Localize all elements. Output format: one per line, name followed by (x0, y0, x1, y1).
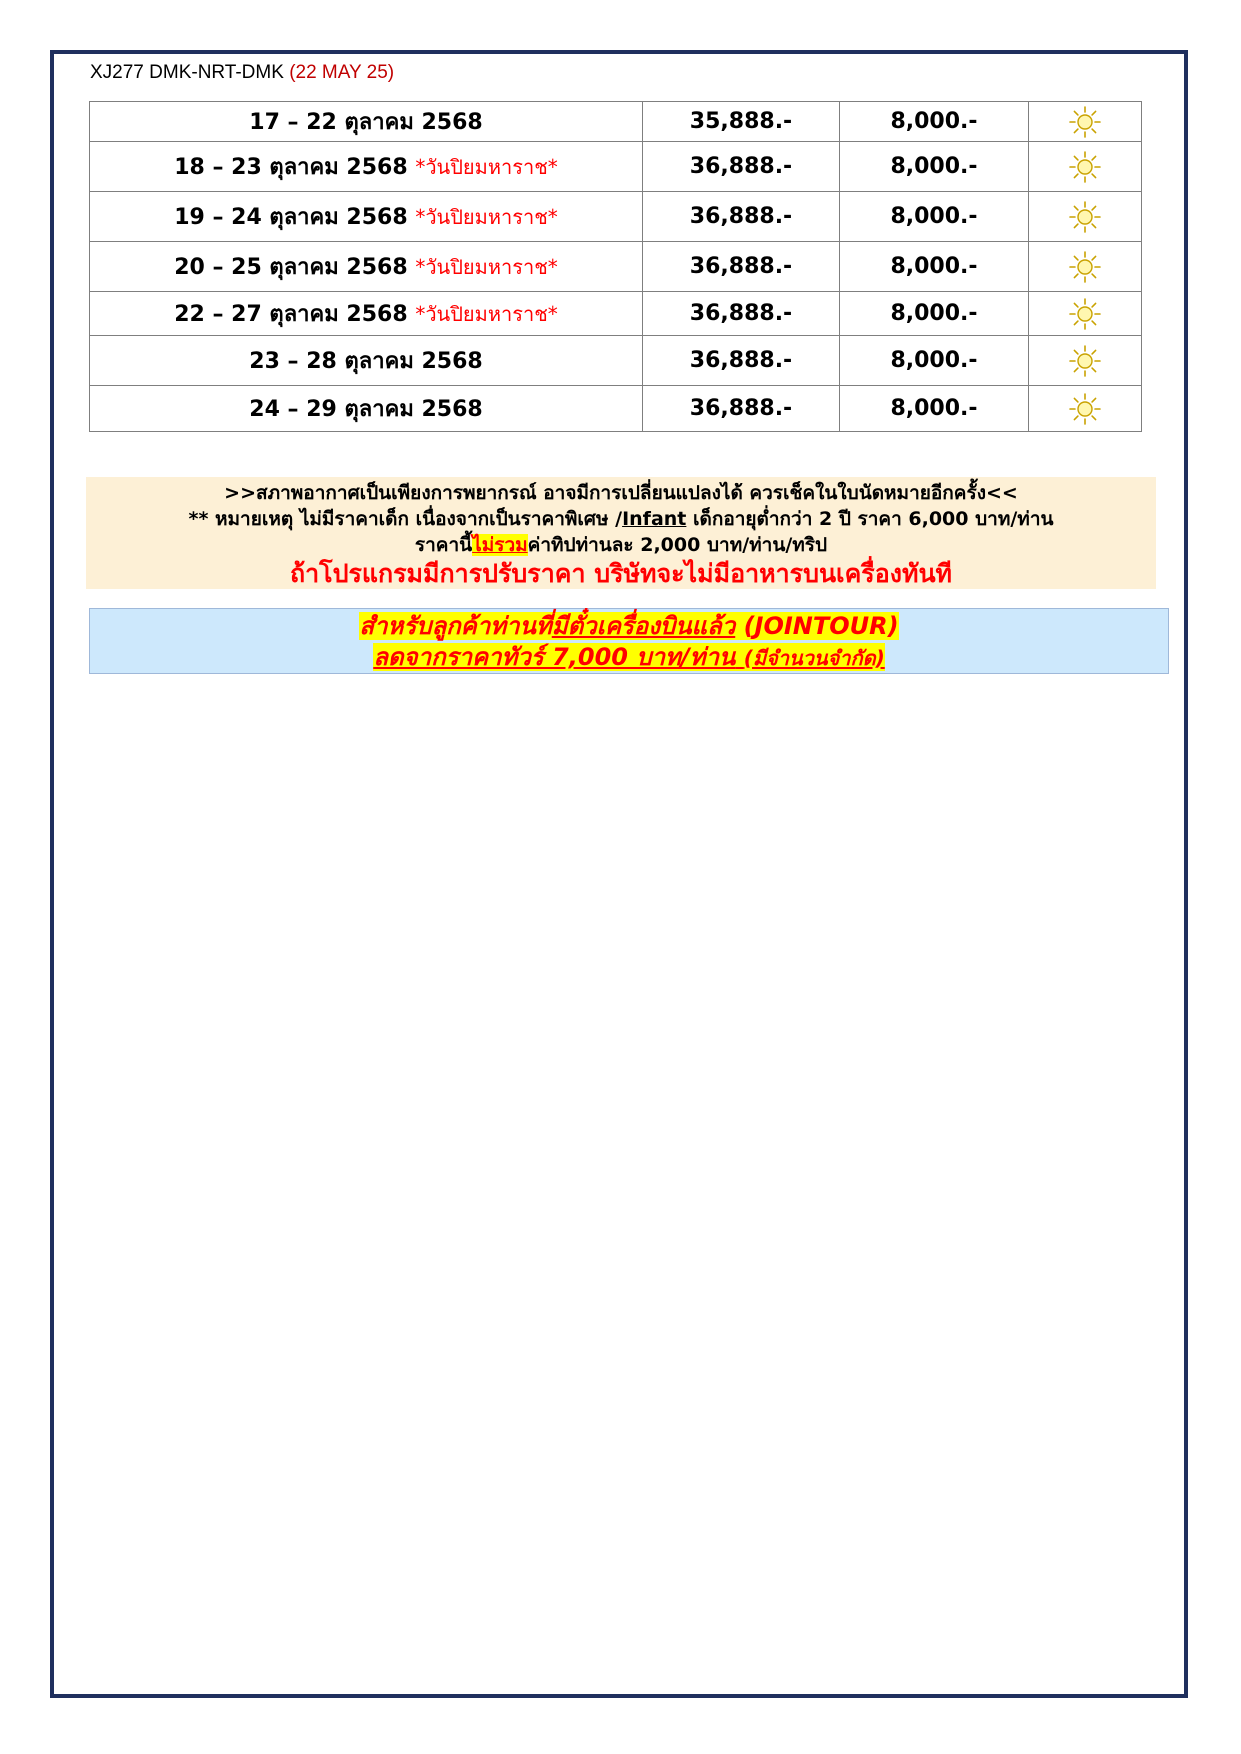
jointour-box (89, 608, 1169, 674)
tour-price-cell: 36,888.- (643, 386, 840, 432)
table-row (90, 386, 1142, 432)
jointour-limited: (มีจำนวนจำกัด) (743, 646, 885, 670)
travel-dates-cell (90, 102, 643, 142)
travel-dates-cell (90, 336, 643, 386)
travel-dates: 17 – 22 ตุลาคม 2568 (249, 110, 483, 135)
tip-note (86, 532, 1156, 558)
single-supplement-cell: 8,000.- (840, 292, 1029, 336)
child-note-suffix: เด็กอายุต่ำกว่า 2 ปี ราคา 6,000 บาท/ท่าน (686, 508, 1054, 530)
holiday-note: *วันปิยมหาราช* (415, 255, 558, 279)
infant-label: Infant (622, 508, 687, 530)
table-row (90, 242, 1142, 292)
notes-box (86, 477, 1156, 589)
single-supplement-cell: 8,000.- (840, 386, 1029, 432)
child-note-prefix: ** หมายเหตุ ไม่มีราคาเด็ก เนื่องจากเป็นราคาพิเศษ / (188, 508, 623, 530)
jointour-discount: ลดจากราคาทัวร์ 7,000 บาท/ท่าน (373, 643, 736, 671)
price-table (89, 101, 1142, 432)
single-supplement-cell: 8,000.- (840, 102, 1029, 142)
weather-note: >>สภาพอากาศเป็นเพียงการพยากรณ์ อาจมีการเปลี่ยนแปลงได้ ควรเช็คในใบนัดหมายอีกครั้ง<< (224, 482, 1018, 504)
single-supplement-cell: 8,000.- (840, 242, 1029, 292)
tour-price-cell: 35,888.- (643, 102, 840, 142)
table-row (90, 142, 1142, 192)
sun-icon (1068, 344, 1102, 378)
table-row (90, 192, 1142, 242)
tour-price-cell: 36,888.- (643, 142, 840, 192)
travel-dates-cell (90, 142, 643, 192)
travel-dates: 19 – 24 ตุลาคม 2568 (174, 205, 408, 230)
jointour-prefix: สำหรับลูกค้าท่านที่ (359, 612, 552, 640)
tour-price-cell: 36,888.- (643, 292, 840, 336)
jointour-line-1 (90, 611, 1168, 641)
flight-header (90, 62, 394, 84)
tour-price-cell: 36,888.- (643, 192, 840, 242)
sun-icon (1068, 150, 1102, 184)
status-cell (1029, 386, 1142, 432)
tip-note-highlight: ไม่รวม (472, 534, 528, 556)
jointour-suffix: (JOINTOUR) (735, 612, 899, 640)
status-cell (1029, 102, 1142, 142)
flight-code: XJ277 DMK-NRT-DMK (90, 62, 284, 83)
table-row (90, 336, 1142, 386)
single-supplement-cell: 8,000.- (840, 142, 1029, 192)
table-row (90, 292, 1142, 336)
travel-dates: 22 – 27 ตุลาคม 2568 (174, 302, 408, 327)
travel-dates-cell (90, 386, 643, 432)
sun-icon (1068, 105, 1102, 139)
tour-price-cell: 36,888.- (643, 242, 840, 292)
jointour-line-2 (90, 641, 1168, 674)
meal-note: ถ้าโปรแกรมมีการปรับราคา บริษัทจะไม่มีอาหารบนเครื่องทันที (289, 559, 953, 588)
travel-dates-cell (90, 192, 643, 242)
tip-note-suffix: ค่าทิปท่านละ 2,000 บาท/ท่าน/ทริป (527, 534, 828, 556)
child-price-note (86, 506, 1156, 532)
travel-dates-cell (90, 242, 643, 292)
status-cell (1029, 192, 1142, 242)
holiday-note: *วันปิยมหาราช* (415, 155, 558, 179)
travel-dates: 23 – 28 ตุลาคม 2568 (249, 349, 483, 374)
status-cell (1029, 292, 1142, 336)
sun-icon (1068, 200, 1102, 234)
single-supplement-cell: 8,000.- (840, 192, 1029, 242)
sun-icon (1068, 250, 1102, 284)
status-cell (1029, 336, 1142, 386)
holiday-note: *วันปิยมหาราช* (415, 205, 558, 229)
holiday-note: *วันปิยมหาราช* (415, 302, 558, 326)
table-row (90, 102, 1142, 142)
status-cell (1029, 242, 1142, 292)
travel-dates-cell (90, 292, 643, 336)
tip-note-prefix: ราคานี้ (414, 534, 473, 556)
travel-dates: 24 – 29 ตุลาคม 2568 (249, 397, 483, 422)
jointour-underlined: มีตั๋วเครื่องบินแล้ว (551, 612, 736, 640)
travel-dates: 20 – 25 ตุลาคม 2568 (174, 255, 408, 280)
sun-icon (1068, 392, 1102, 426)
travel-dates: 18 – 23 ตุลาคม 2568 (174, 155, 408, 180)
single-supplement-cell: 8,000.- (840, 336, 1029, 386)
flight-date: (22 MAY 25) (289, 62, 395, 83)
sun-icon (1068, 297, 1102, 331)
tour-price-cell: 36,888.- (643, 336, 840, 386)
status-cell (1029, 142, 1142, 192)
